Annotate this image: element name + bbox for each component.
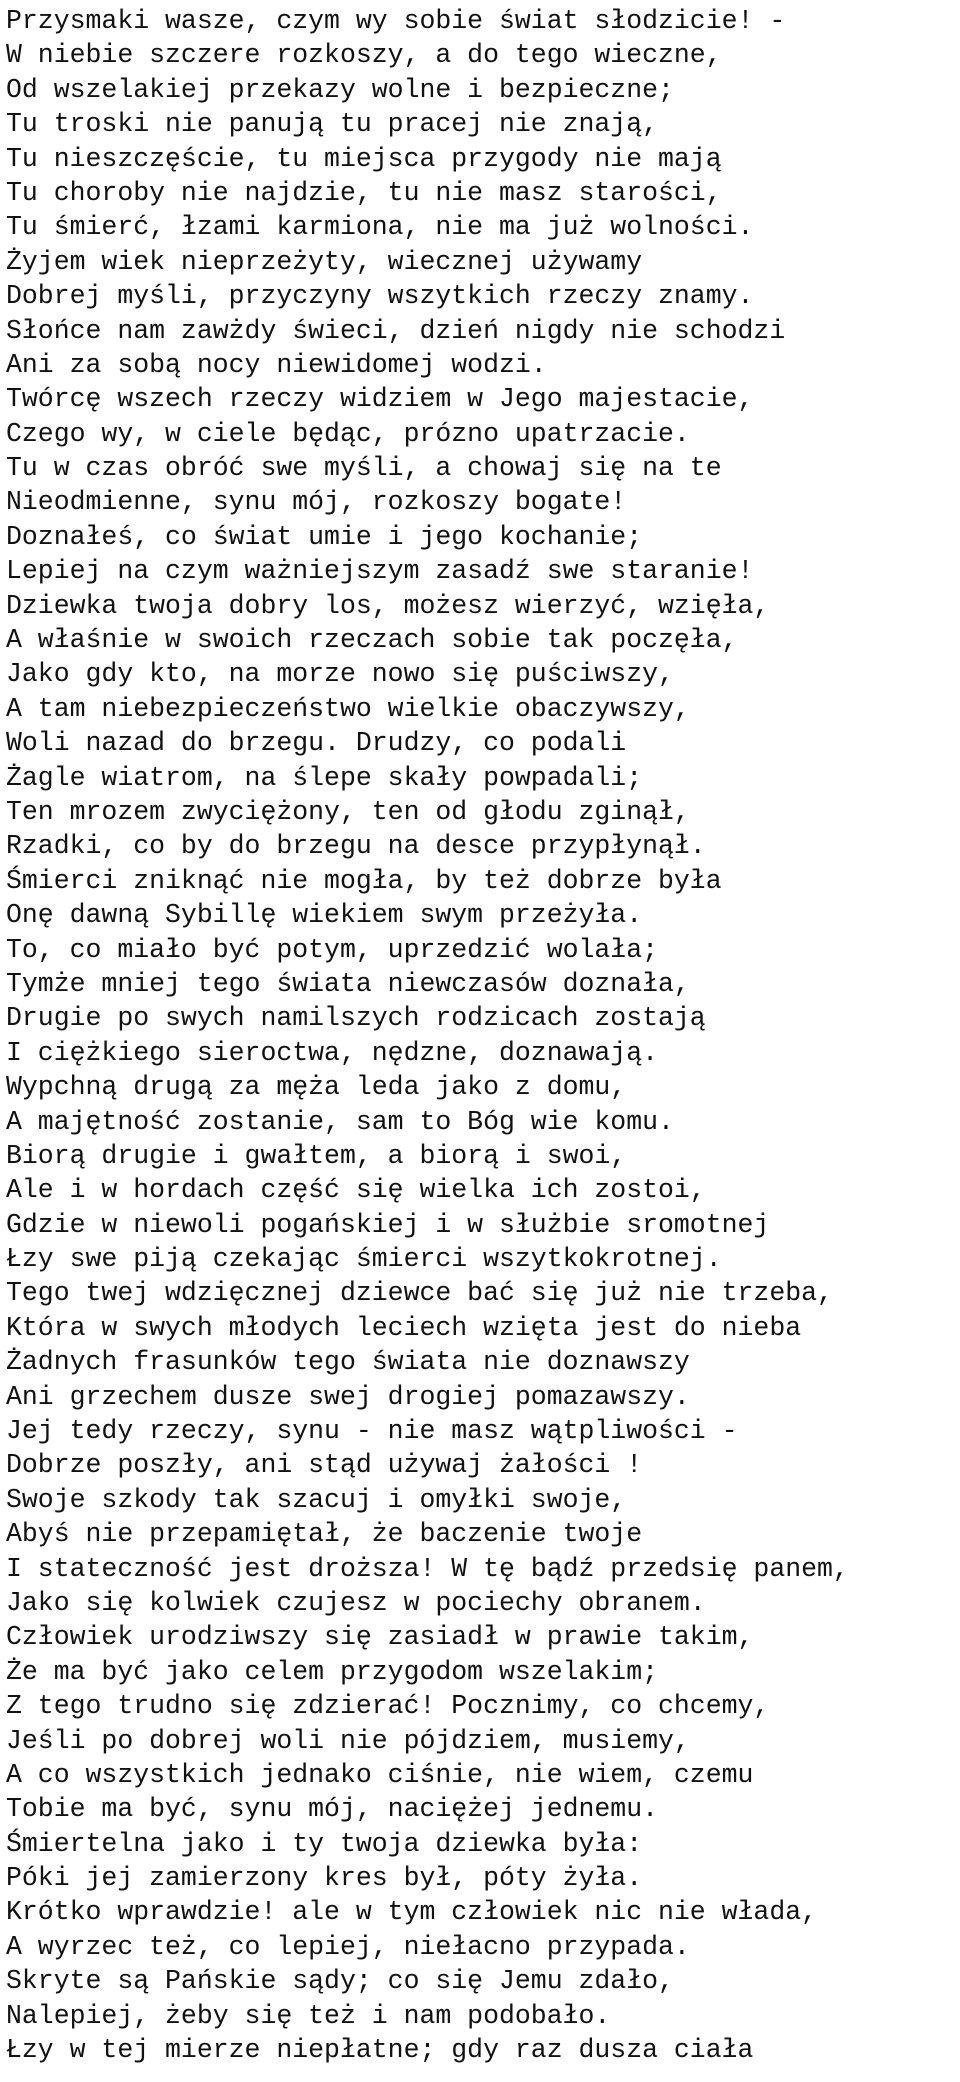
poem-line: Łzy w tej mierze niepłatne; gdy raz dusza ciała: [6, 2035, 754, 2066]
poem-line: Przysmaki wasze, czym wy sobie świat słodzicie! -: [6, 6, 786, 36]
poem-line: A majętność zostanie, sam to Bóg wie komu.: [6, 1106, 674, 1137]
poem-line: Człowiek urodziwszy się zasiadł w prawie takim,: [6, 1622, 754, 1653]
poem-line: Ani grzechem dusze swej drogiej pomazawszy.: [6, 1381, 690, 1412]
poem-line: Nieodmienne, synu mój, rozkoszy bogate!: [6, 487, 627, 518]
poem-line: Swoje szkody tak szacuj i omyłki swoje,: [6, 1484, 627, 1515]
poem-line: Gdzie w niewoli pogańskiej i w służbie sromotnej: [6, 1209, 770, 1240]
poem-line: Słońce nam zawżdy świeci, dzień nigdy nie schodzi: [6, 315, 786, 346]
poem-line: Nalepiej, żeby się też i nam podobało.: [6, 2000, 611, 2031]
poem-line: Tu choroby nie najdzie, tu nie masz starości,: [6, 177, 722, 208]
poem-line: Śmierci zniknąć nie mogła, by też dobrze była: [6, 865, 722, 896]
poem-line: Krótko wprawdzie! ale w tym człowiek nic nie włada,: [6, 1897, 818, 1928]
poem-line: Twórcę wszech rzeczy widziem w Jego majestacie,: [6, 384, 754, 415]
poem-line: A tam niebezpieczeństwo wielkie obaczywszy,: [6, 693, 690, 724]
poem-line: Jeśli po dobrej woli nie pójdziem, musiemy,: [6, 1725, 690, 1756]
poem-line: Z tego trudno się zdzierać! Pocznimy, co chcemy,: [6, 1691, 770, 1722]
poem-line: Ani za sobą nocy niewidomej wodzi.: [6, 349, 547, 380]
poem-line: A wyrzec też, co lepiej, niełacno przypada.: [6, 1931, 690, 1962]
poem-line: Żyjem wiek nieprzeżyty, wiecznej używamy: [6, 246, 643, 277]
poem-line: Dobrze poszły, ani stąd używaj żałości !: [6, 1450, 643, 1481]
poem-line: Żadnych frasunków tego świata nie doznawszy: [6, 1347, 690, 1378]
poem-line: Dobrej myśli, przyczyny wszytkich rzeczy znamy.: [6, 281, 754, 312]
poem-line: Jej tedy rzeczy, synu - nie masz wątpliwości -: [6, 1416, 738, 1447]
poem-line: I ciężkiego sieroctwa, nędzne, doznawają.: [6, 1037, 659, 1068]
poem-line: Woli nazad do brzegu. Drudzy, co podali: [6, 728, 627, 759]
poem-line: Łzy swe piją czekając śmierci wszytkokrotnej.: [6, 1244, 722, 1275]
poem-line: Drugie po swych namilszych rodzicach zostają: [6, 1003, 706, 1034]
poem-line: Abyś nie przepamiętał, że baczenie twoje: [6, 1519, 643, 1550]
poem-line: Tego twej wdzięcznej dziewce bać się już nie trzeba,: [6, 1278, 833, 1309]
poem-line: Że ma być jako celem przygodom wszelakim;: [6, 1656, 659, 1687]
poem-line: A właśnie w swoich rzeczach sobie tak poczęła,: [6, 625, 738, 656]
poem-line: Od wszelakiej przekazy wolne i bezpieczne;: [6, 74, 674, 105]
poem-line: Skryte są Pańskie sądy; co się Jemu zdało,: [6, 1966, 674, 1997]
poem-line: Tu w czas obróć swe myśli, a chowaj się na te: [6, 453, 722, 484]
poem-line: Jako się kolwiek czujesz w pociechy obranem.: [6, 1587, 706, 1618]
poem-line: Jako gdy kto, na morze nowo się puściwszy,: [6, 659, 674, 690]
poem-line: Póki jej zamierzony kres był, póty żyła.: [6, 1863, 643, 1894]
poem-line: Wypchną drugą za męża leda jako z domu,: [6, 1072, 627, 1103]
poem-line: Dziewka twoja dobry los, możesz wierzyć, wzięła,: [6, 590, 770, 621]
poem-line: Rzadki, co by do brzegu na desce przypłynął.: [6, 831, 706, 862]
poem-line: Onę dawną Sybillę wiekiem swym przeżyła.: [6, 900, 643, 931]
poem-line: A co wszystkich jednako ciśnie, nie wiem, czemu: [6, 1759, 754, 1790]
poem-line: Czego wy, w ciele będąc, prózno upatrzacie.: [6, 418, 690, 449]
poem-line: To, co miało być potym, uprzedzić wolała;: [6, 934, 659, 965]
poem-line: Ale i w hordach część się wielka ich zostoi,: [6, 1175, 706, 1206]
poem-line: Śmiertelna jako i ty twoja dziewka była:: [6, 1828, 643, 1859]
poem-line: Lepiej na czym ważniejszym zasadź swe staranie!: [6, 556, 754, 587]
poem-line: I stateczność jest droższa! W tę bądź przedsię panem,: [6, 1553, 849, 1584]
poem-line: Tu śmierć, łzami karmiona, nie ma już wolności.: [6, 212, 754, 243]
poem-line: Która w swych młodych leciech wzięta jest do nieba: [6, 1312, 802, 1343]
poem-line: W niebie szczere rozkoszy, a do tego wieczne,: [6, 40, 722, 71]
poem-line: Żagle wiatrom, na ślepe skały powpadali;: [6, 762, 643, 793]
poem-line: Ten mrozem zwyciężony, ten od głodu zginął,: [6, 796, 690, 827]
poem-line: Tu nieszczęście, tu miejsca przygody nie mają: [6, 143, 722, 174]
poem-line: Doznałeś, co świat umie i jego kochanie;: [6, 521, 643, 552]
poem-line: Tu troski nie panują tu pracej nie znają,: [6, 109, 659, 140]
poem-line: Tymże mniej tego świata niewczasów doznała,: [6, 968, 690, 999]
poem-line: Biorą drugie i gwałtem, a biorą i swoi,: [6, 1140, 627, 1171]
poem-text: [6, 4, 960, 2067]
poem-line: Tobie ma być, synu mój, naciężej jednemu.: [6, 1794, 659, 1825]
